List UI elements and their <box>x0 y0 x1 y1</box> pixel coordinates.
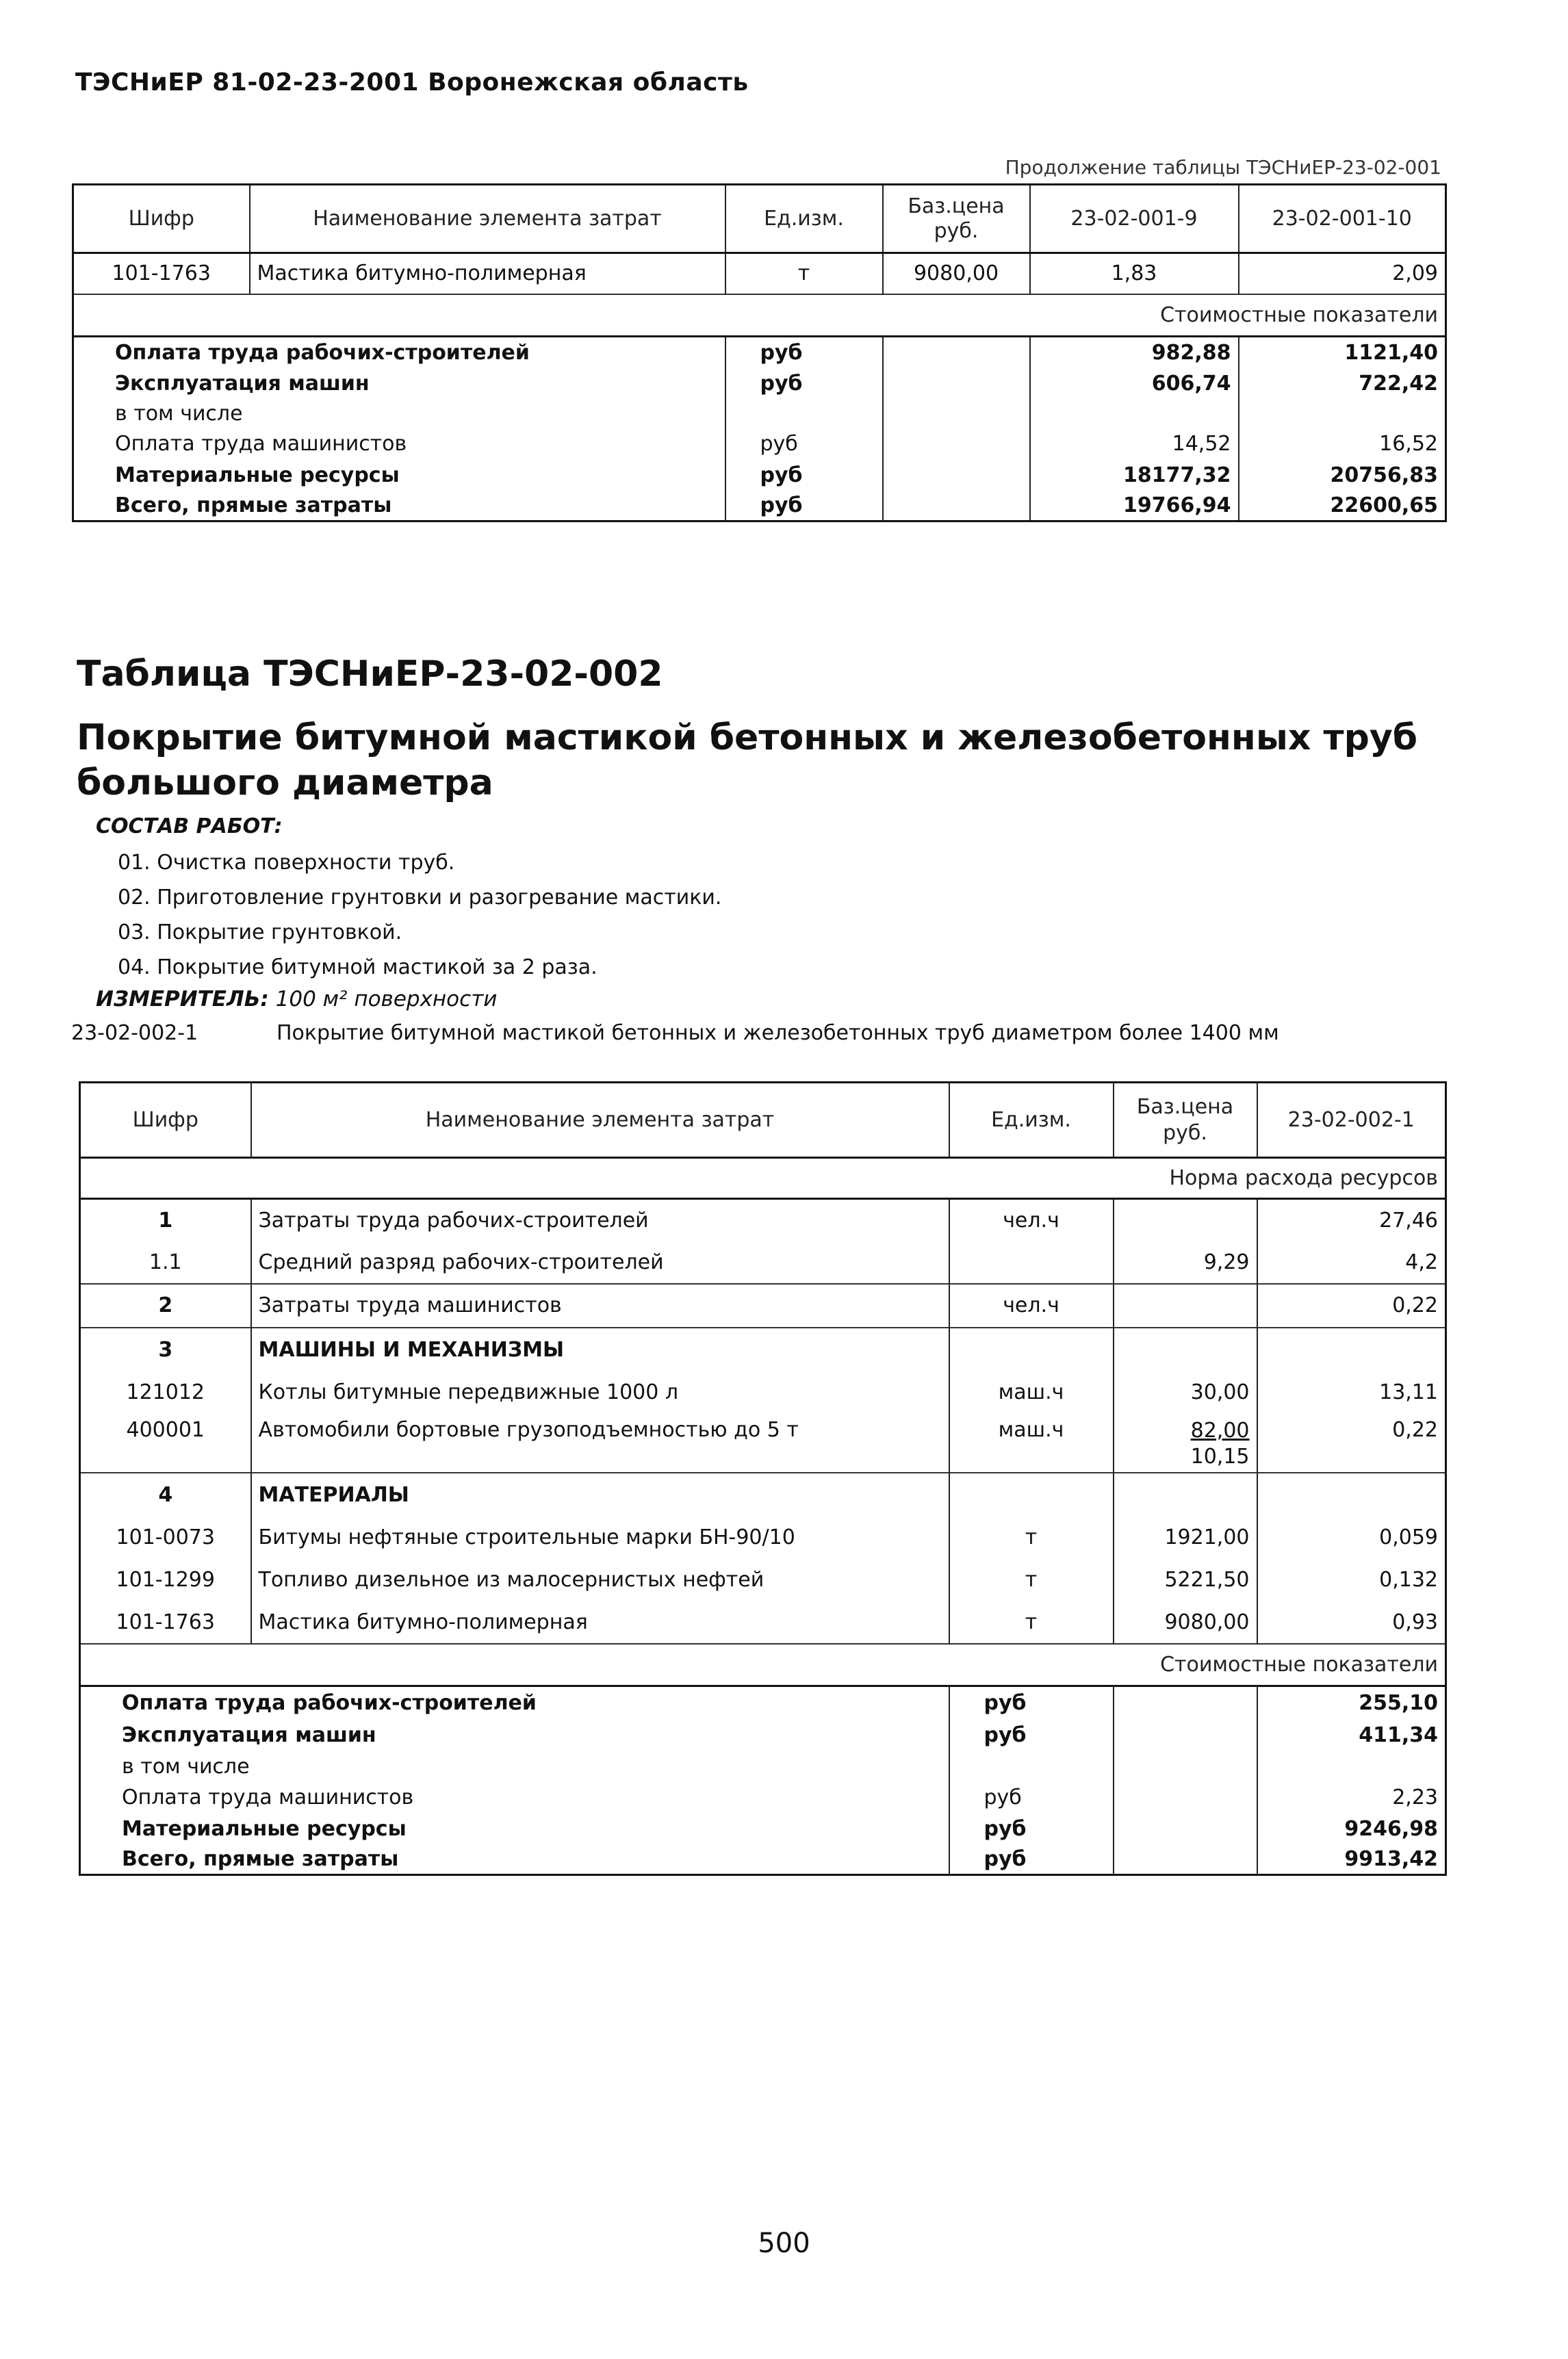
table-header-row <box>80 1083 1446 1158</box>
cost-caption: Стоимостные показатели <box>73 294 1446 337</box>
row-unit: т <box>725 253 883 294</box>
table-row: 101-1763 Мастика битумно-полимерная т 9080,00 0,93 <box>80 1601 1446 1644</box>
col-header-price: Баз.цена руб. <box>1114 1083 1257 1158</box>
document-header: ТЭСНиЕР 81-02-23-2001 Воронежская область <box>75 68 749 96</box>
norm-code-line <box>71 1021 1279 1045</box>
operations-list <box>118 845 721 985</box>
cost-row: Всего, прямые затраты руб 19766,94 22600,65 <box>73 491 1446 521</box>
cost-row: Всего, прямые затраты руб 9913,42 <box>80 1845 1446 1875</box>
row-code: 101-1763 <box>112 261 211 286</box>
cost-caption-row <box>73 294 1446 337</box>
col-header-value-1: 23-02-001-9 <box>1030 185 1239 253</box>
col-header-unit: Ед.изм. <box>949 1083 1114 1158</box>
table-continuation-caption: Продолжение таблицы ТЭСНиЕР-23-02-001 <box>1005 156 1441 179</box>
norm-code: 23-02-002-1 <box>71 1021 198 1045</box>
col-header-name: Наименование элемента затрат <box>250 185 725 253</box>
cost-row: Оплата труда машинистов руб 2,23 <box>80 1782 1446 1814</box>
continuation-table <box>72 183 1447 522</box>
norms-table <box>79 1081 1447 1876</box>
operation-item: 04. Покрытие битумной мастикой за 2 раза. <box>118 955 597 979</box>
measure-label: ИЗМЕРИТЕЛЬ: <box>96 987 269 1011</box>
row-value-1: 1,83 <box>1030 253 1239 294</box>
col-header-code: Шифр <box>73 185 250 253</box>
cost-caption-row <box>80 1644 1446 1686</box>
price-line-2: 10,15 <box>1190 1444 1250 1469</box>
cost-row: Оплата труда рабочих-строителей руб 982,88 1121,40 <box>73 337 1446 368</box>
norm-caption: Норма расхода ресурсов <box>80 1158 1446 1199</box>
table-row: 101-1299 Топливо дизельное из малосернистых нефтей т 5221,50 0,132 <box>80 1559 1446 1601</box>
table-row: 3 МАШИНЫ И МЕХАНИЗМЫ <box>80 1328 1446 1371</box>
table-row: 121012 Котлы битумные передвижные 1000 л маш.ч 30,00 13,11 <box>80 1371 1446 1414</box>
cost-row: в том числе <box>73 400 1446 428</box>
cost-row: Эксплуатация машин руб 411,34 <box>80 1719 1446 1752</box>
cost-row: Материальные ресурсы руб 18177,32 20756,83 <box>73 460 1446 491</box>
col-header-value-2: 23-02-001-10 <box>1239 185 1446 253</box>
price-line: 82,00 <box>1190 1418 1250 1443</box>
cost-row: Эксплуатация машин руб 606,74 722,42 <box>73 368 1446 400</box>
cost-row: в том числе <box>80 1752 1446 1782</box>
col-header-code: Шифр <box>80 1083 251 1158</box>
cost-row: Материальные ресурсы руб 9246,98 <box>80 1814 1446 1845</box>
norm-description: Покрытие битумной мастикой бетонных и железобетонных труб диаметром более 1400 мм <box>277 1021 1279 1045</box>
measure-value: 100 м² поверхности <box>275 987 498 1011</box>
section-title: Покрытие битумной мастикой бетонных и железобетонных труб большого диаметра <box>77 717 1418 803</box>
operation-item: 03. Покрытие грунтовкой. <box>118 920 402 944</box>
col-header-unit: Ед.изм. <box>725 185 883 253</box>
col-header-price: Баз.цена руб. <box>883 185 1030 253</box>
row-name: Мастика битумно-полимерная <box>250 253 725 294</box>
col-header-value: 23-02-002-1 <box>1257 1083 1446 1158</box>
table-row: 4 МАТЕРИАЛЫ <box>80 1473 1446 1517</box>
table-title: Таблица ТЭСНиЕР-23-02-002 <box>77 654 663 695</box>
table-row: 1 Затраты труда рабочих-строителей чел.ч 27,46 <box>80 1199 1446 1241</box>
table-row: 2 Затраты труда машинистов чел.ч 0,22 <box>80 1284 1446 1328</box>
table-header-row <box>73 185 1446 253</box>
row-price: 9080,00 <box>883 253 1030 294</box>
table-row: 400001 Автомобили бортовые грузоподъемностью до 5 т маш.ч 82,00 10,15 0,22 <box>80 1414 1446 1473</box>
norm-caption-row <box>80 1158 1446 1199</box>
operation-item: 01. Очистка поверхности труб. <box>118 851 455 875</box>
cost-row: Оплата труда рабочих-строителей руб 255,10 <box>80 1686 1446 1719</box>
cost-row: Оплата труда машинистов руб 14,52 16,52 <box>73 428 1446 460</box>
col-header-name: Наименование элемента затрат <box>251 1083 949 1158</box>
row-value-2: 2,09 <box>1239 253 1446 294</box>
operation-item: 02. Приготовление грунтовки и разогревание мастики. <box>118 886 722 910</box>
cost-caption: Стоимостные показатели <box>80 1644 1446 1686</box>
page-number: 500 <box>758 2228 810 2259</box>
measure-line <box>96 987 497 1011</box>
table-row: 101-0073 Битумы нефтяные строительные марки БН-90/10 т 1921,00 0,059 <box>80 1517 1446 1559</box>
table-row: 1.1 Средний разряд рабочих-строителей 9,29 4,2 <box>80 1241 1446 1284</box>
work-composition-label: СОСТАВ РАБОТ: <box>96 814 283 838</box>
table-row <box>73 253 1446 294</box>
